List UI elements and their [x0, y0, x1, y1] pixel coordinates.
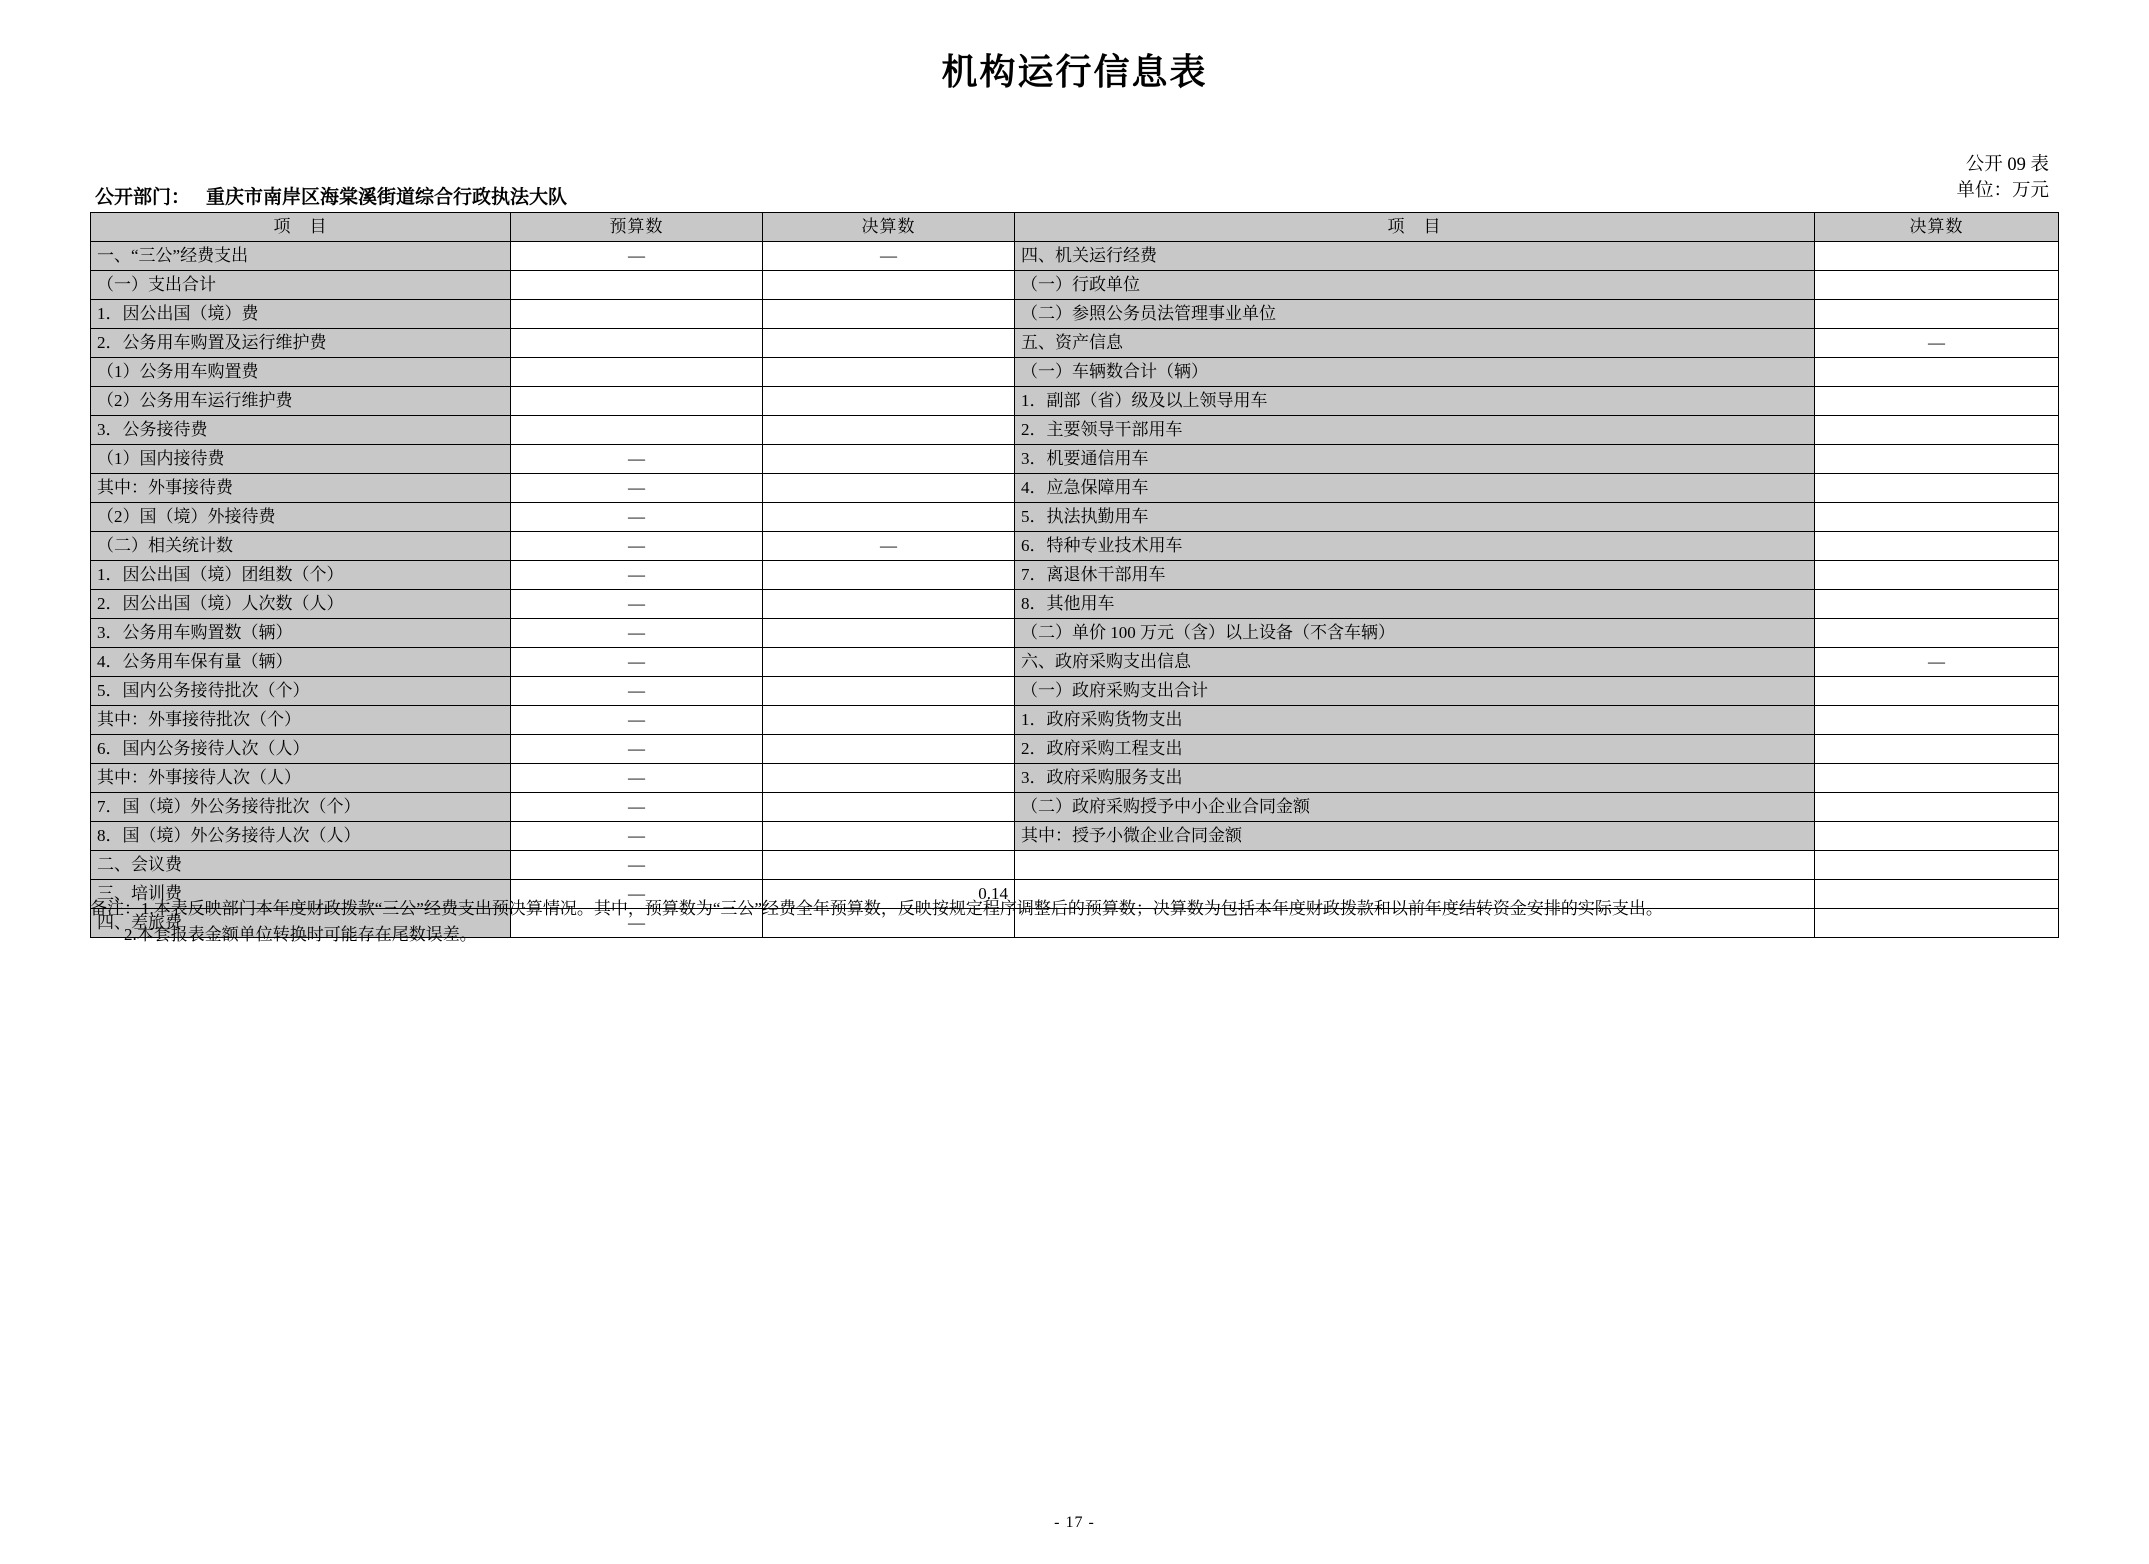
row-right-final-value [1815, 300, 2059, 329]
table-code: 公开 09 表 [1965, 155, 2049, 175]
row-right-final-value [1815, 619, 2059, 648]
table-row [91, 503, 2059, 532]
row-budget-value: — [511, 706, 763, 735]
row-final-value [763, 648, 1015, 677]
row-budget-value: — [511, 590, 763, 619]
row-right-final-value: — [1815, 329, 2059, 358]
row-final-value [763, 271, 1015, 300]
row-right-item: 其中：授予小微企业合同金额 [1015, 822, 1815, 851]
table-row [91, 329, 2059, 358]
row-right-final-value [1815, 735, 2059, 764]
row-right-item: （二）政府采购授予中小企业合同金额 [1015, 793, 1815, 822]
department-line [95, 182, 567, 209]
row-final-value [763, 503, 1015, 532]
table-row [91, 416, 2059, 445]
row-left-item: （2）国（境）外接待费 [91, 503, 511, 532]
row-left-item: 2．公务用车购置及运行维护费 [91, 329, 511, 358]
row-right-item: 3．机要通信用车 [1015, 445, 1815, 474]
page-number: - 17 - [1054, 1514, 1095, 1531]
table-row [91, 619, 2059, 648]
table-body [91, 242, 2059, 938]
table-row [91, 474, 2059, 503]
row-final-value: — [763, 532, 1015, 561]
row-budget-value: — [511, 445, 763, 474]
row-left-item: （二）相关统计数 [91, 532, 511, 561]
note-line-2: 2.本套报表金额单位转换时可能存在尾数误差。 [124, 925, 477, 944]
row-right-final-value [1815, 532, 2059, 561]
row-final-value [763, 329, 1015, 358]
row-final-value [763, 851, 1015, 880]
table-row [91, 764, 2059, 793]
row-left-item: （一）支出合计 [91, 271, 511, 300]
row-final-value [763, 300, 1015, 329]
table-row [91, 706, 2059, 735]
row-right-final-value [1815, 416, 2059, 445]
row-left-item: （1）公务用车购置费 [91, 358, 511, 387]
header-right-item: 项 目 [1015, 213, 1815, 242]
row-final-value [763, 822, 1015, 851]
row-right-item: 6．特种专业技术用车 [1015, 532, 1815, 561]
row-right-item: 1．政府采购货物支出 [1015, 706, 1815, 735]
table-row [91, 822, 2059, 851]
row-budget-value: — [511, 242, 763, 271]
table-row [91, 532, 2059, 561]
header-budget: 预算数 [511, 213, 763, 242]
row-right-final-value [1815, 851, 2059, 880]
table-row [91, 271, 2059, 300]
row-final-value [763, 793, 1015, 822]
row-left-item: 7．国（境）外公务接待批次（个） [91, 793, 511, 822]
row-left-item: （2）公务用车运行维护费 [91, 387, 511, 416]
row-budget-value: — [511, 619, 763, 648]
row-left-item: 2．因公出国（境）人次数（人） [91, 590, 511, 619]
row-right-final-value [1815, 706, 2059, 735]
row-final-value [763, 735, 1015, 764]
row-budget-value: — [511, 793, 763, 822]
row-right-item: 2．主要领导干部用车 [1015, 416, 1815, 445]
row-left-item: 一、“三公”经费支出 [91, 242, 511, 271]
row-budget-value: — [511, 909, 763, 938]
row-budget-value: — [511, 735, 763, 764]
table-row [91, 358, 2059, 387]
page-title: 机构运行信息表 [941, 51, 1208, 92]
row-budget-value [511, 271, 763, 300]
row-final-value [763, 416, 1015, 445]
row-right-final-value [1815, 793, 2059, 822]
row-right-final-value [1815, 358, 2059, 387]
row-final-value [763, 358, 1015, 387]
row-left-item: 其中：外事接待费 [91, 474, 511, 503]
department-label: 公开部门： [95, 187, 191, 208]
table-row [91, 851, 2059, 880]
table-row [91, 590, 2059, 619]
row-right-final-value [1815, 677, 2059, 706]
row-right-item: 五、资产信息 [1015, 329, 1815, 358]
row-right-final-value [1815, 387, 2059, 416]
row-right-final-value [1815, 503, 2059, 532]
row-left-item: 其中：外事接待批次（个） [91, 706, 511, 735]
row-left-item: 8．国（境）外公务接待人次（人） [91, 822, 511, 851]
table-row [91, 648, 2059, 677]
document-page [0, 44, 2149, 1564]
row-left-item: 3．公务用车购置数（辆） [91, 619, 511, 648]
row-budget-value: — [511, 648, 763, 677]
row-right-item: 六、政府采购支出信息 [1015, 648, 1815, 677]
row-left-item: （1）国内接待费 [91, 445, 511, 474]
row-right-item [1015, 851, 1815, 880]
row-budget-value: — [511, 677, 763, 706]
row-right-item: 3．政府采购服务支出 [1015, 764, 1815, 793]
row-budget-value [511, 387, 763, 416]
department-value: 重庆市南岸区海棠溪街道综合行政执法大队 [206, 187, 568, 208]
row-left-item: 5．国内公务接待批次（个） [91, 677, 511, 706]
table-row [91, 677, 2059, 706]
row-right-final-value: — [1815, 648, 2059, 677]
row-left-item: 四、差旅费 [91, 909, 511, 938]
row-right-final-value [1815, 590, 2059, 619]
row-right-final-value [1815, 474, 2059, 503]
row-right-item: （一）政府采购支出合计 [1015, 677, 1815, 706]
row-budget-value: — [511, 561, 763, 590]
row-right-final-value [1815, 445, 2059, 474]
row-budget-value: — [511, 503, 763, 532]
row-final-value: 0.14 [763, 880, 1015, 909]
institution-operation-table [90, 212, 2059, 938]
table-row [91, 735, 2059, 764]
header-right-final: 决算数 [1815, 213, 2059, 242]
row-left-item: 二、会议费 [91, 851, 511, 880]
row-right-item: 8．其他用车 [1015, 590, 1815, 619]
row-left-item: 3．公务接待费 [91, 416, 511, 445]
row-right-item: 四、机关运行经费 [1015, 242, 1815, 271]
row-right-final-value [1815, 764, 2059, 793]
row-right-final-value [1815, 271, 2059, 300]
row-final-value [763, 387, 1015, 416]
row-left-item: 三、培训费 [91, 880, 511, 909]
row-final-value [763, 619, 1015, 648]
row-right-item: （一）行政单位 [1015, 271, 1815, 300]
row-final-value: — [763, 242, 1015, 271]
table-row [91, 387, 2059, 416]
table-row [91, 300, 2059, 329]
row-right-final-value [1815, 561, 2059, 590]
row-budget-value: — [511, 532, 763, 561]
row-right-final-value [1815, 242, 2059, 271]
row-left-item: 1．因公出国（境）团组数（个） [91, 561, 511, 590]
row-budget-value: — [511, 880, 763, 909]
row-budget-value [511, 416, 763, 445]
row-budget-value [511, 358, 763, 387]
row-budget-value: — [511, 474, 763, 503]
table-row [91, 793, 2059, 822]
row-final-value [763, 474, 1015, 503]
row-budget-value: — [511, 764, 763, 793]
row-budget-value: — [511, 822, 763, 851]
row-final-value [763, 445, 1015, 474]
row-left-item: 1．因公出国（境）费 [91, 300, 511, 329]
row-right-item: 1．副部（省）级及以上领导用车 [1015, 387, 1815, 416]
row-left-item: 6．国内公务接待人次（人） [91, 735, 511, 764]
header-final: 决算数 [763, 213, 1015, 242]
table-row [91, 561, 2059, 590]
header-left-item: 项 目 [91, 213, 511, 242]
table-row [91, 242, 2059, 271]
row-right-item: 5．执法执勤用车 [1015, 503, 1815, 532]
note-line-1: 备注：1.本表反映部门本年度财政拨款“三公”经费支出预决算情况。其中，预算数为“三公”经费全年预算数，反映按规定程序调整后的预算数；决算数为包括本年度财政拨款和以前年度结转资金安排的实际支出。 [90, 899, 1663, 918]
table-meta [1956, 152, 2049, 204]
row-final-value [763, 706, 1015, 735]
row-left-item: 4．公务用车保有量（辆） [91, 648, 511, 677]
row-right-final-value [1815, 822, 2059, 851]
amount-unit: 单位：万元 [1956, 181, 2049, 201]
row-budget-value [511, 329, 763, 358]
row-left-item: 其中：外事接待人次（人） [91, 764, 511, 793]
table-notes [90, 896, 2070, 948]
row-final-value [763, 561, 1015, 590]
row-final-value [763, 764, 1015, 793]
row-right-item: （二）参照公务员法管理事业单位 [1015, 300, 1815, 329]
row-budget-value [511, 300, 763, 329]
row-right-item: 2．政府采购工程支出 [1015, 735, 1815, 764]
table-row [91, 445, 2059, 474]
row-budget-value: — [511, 851, 763, 880]
row-right-item: （一）车辆数合计（辆） [1015, 358, 1815, 387]
row-final-value [763, 590, 1015, 619]
table-header-row [91, 213, 2059, 242]
row-right-item: 7．离退休干部用车 [1015, 561, 1815, 590]
row-right-item: （二）单价 100 万元（含）以上设备（不含车辆） [1015, 619, 1815, 648]
row-right-item: 4．应急保障用车 [1015, 474, 1815, 503]
row-final-value [763, 677, 1015, 706]
